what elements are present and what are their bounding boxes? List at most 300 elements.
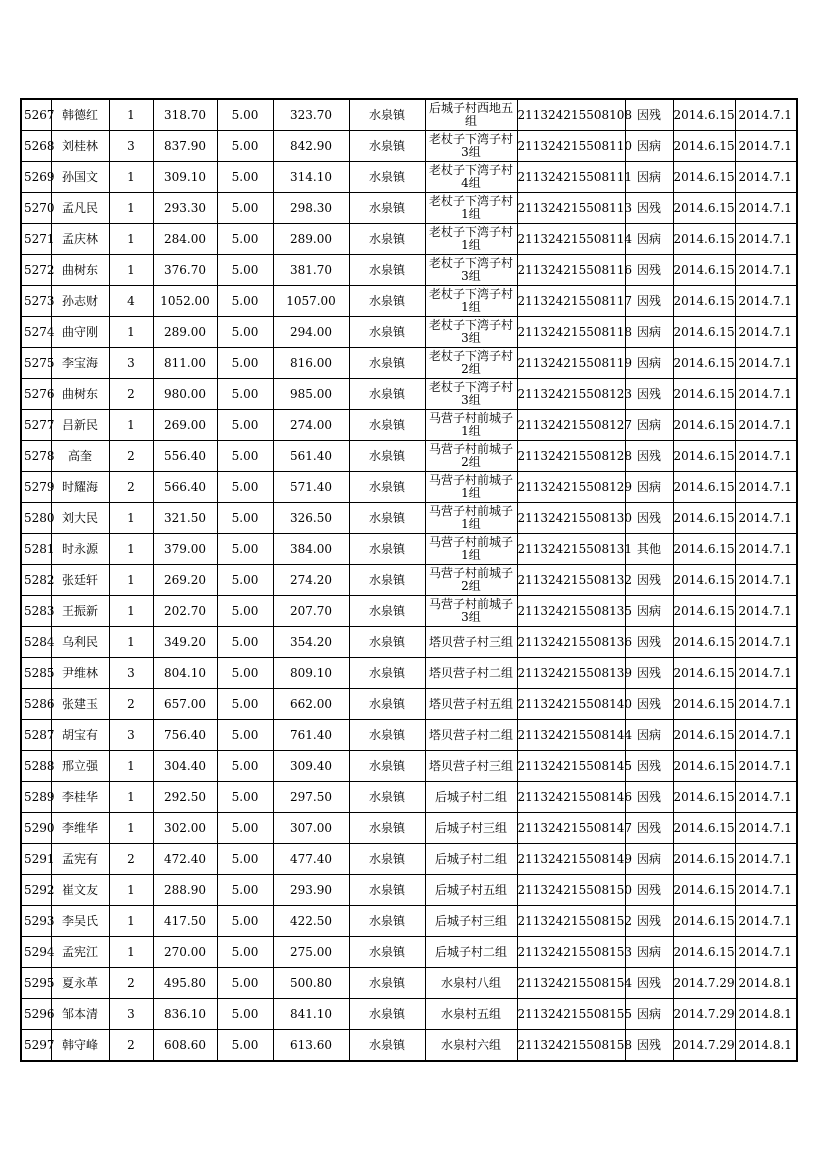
- start-date-cell: 2014.7.1: [735, 255, 797, 286]
- total-amount-cell: 314.10: [273, 162, 349, 193]
- approval-date-cell: 2014.7.29: [673, 968, 735, 999]
- start-date-cell: 2014.7.1: [735, 875, 797, 906]
- total-amount-cell: 275.00: [273, 937, 349, 968]
- address-cell: 后城子村五组: [425, 875, 517, 906]
- address-cell: 老杖子下湾子村3组: [425, 131, 517, 162]
- town-cell: 水泉镇: [349, 751, 425, 782]
- id-number-cell: 211324215508140: [517, 689, 625, 720]
- name-cell: 李吴氏: [51, 906, 109, 937]
- id-number-cell: 211324215508118: [517, 317, 625, 348]
- id-number-cell: 211324215508117: [517, 286, 625, 317]
- address-cell: 马营子村前城子2组: [425, 565, 517, 596]
- household-size-cell: 1: [109, 317, 153, 348]
- reason-cell: 因残: [625, 813, 673, 844]
- name-cell: 韩德红: [51, 99, 109, 131]
- town-cell: 水泉镇: [349, 410, 425, 441]
- row-number: 5283: [21, 596, 51, 627]
- address-cell: 老杖子下湾子村4组: [425, 162, 517, 193]
- town-cell: 水泉镇: [349, 99, 425, 131]
- id-number-cell: 211324215508111: [517, 162, 625, 193]
- total-amount-cell: 613.60: [273, 1030, 349, 1062]
- row-number: 5296: [21, 999, 51, 1030]
- start-date-cell: 2014.7.1: [735, 472, 797, 503]
- name-cell: 崔文友: [51, 875, 109, 906]
- approval-date-cell: 2014.6.15: [673, 875, 735, 906]
- approval-date-cell: 2014.6.15: [673, 317, 735, 348]
- id-number-cell: 211324215508127: [517, 410, 625, 441]
- total-amount-cell: 274.00: [273, 410, 349, 441]
- amount-cell: 318.70: [153, 99, 217, 131]
- start-date-cell: 2014.7.1: [735, 286, 797, 317]
- total-amount-cell: 662.00: [273, 689, 349, 720]
- approval-date-cell: 2014.6.15: [673, 906, 735, 937]
- table-row: [21, 689, 797, 720]
- extra-amount-cell: 5.00: [217, 534, 273, 565]
- household-size-cell: 1: [109, 503, 153, 534]
- total-amount-cell: 294.00: [273, 317, 349, 348]
- id-number-cell: 211324215508158: [517, 1030, 625, 1062]
- total-amount-cell: 298.30: [273, 193, 349, 224]
- extra-amount-cell: 5.00: [217, 906, 273, 937]
- name-cell: 李维华: [51, 813, 109, 844]
- town-cell: 水泉镇: [349, 596, 425, 627]
- name-cell: 刘桂林: [51, 131, 109, 162]
- reason-cell: 因病: [625, 224, 673, 255]
- amount-cell: 304.40: [153, 751, 217, 782]
- id-number-cell: 211324215508147: [517, 813, 625, 844]
- town-cell: 水泉镇: [349, 627, 425, 658]
- row-number: 5279: [21, 472, 51, 503]
- table-row: [21, 999, 797, 1030]
- address-cell: 马营子村前城子1组: [425, 472, 517, 503]
- address-cell: 后城子村二组: [425, 844, 517, 875]
- start-date-cell: 2014.7.1: [735, 813, 797, 844]
- start-date-cell: 2014.7.1: [735, 937, 797, 968]
- row-number: 5287: [21, 720, 51, 751]
- row-number: 5280: [21, 503, 51, 534]
- name-cell: 孟凡民: [51, 193, 109, 224]
- start-date-cell: 2014.7.1: [735, 379, 797, 410]
- reason-cell: 因残: [625, 689, 673, 720]
- row-number: 5271: [21, 224, 51, 255]
- start-date-cell: 2014.7.1: [735, 99, 797, 131]
- town-cell: 水泉镇: [349, 534, 425, 565]
- start-date-cell: 2014.7.1: [735, 658, 797, 689]
- row-number: 5290: [21, 813, 51, 844]
- amount-cell: 288.90: [153, 875, 217, 906]
- name-cell: 邹本清: [51, 999, 109, 1030]
- address-cell: 老杖子下湾子村3组: [425, 317, 517, 348]
- reason-cell: 因病: [625, 596, 673, 627]
- town-cell: 水泉镇: [349, 503, 425, 534]
- table-row: [21, 565, 797, 596]
- id-number-cell: 211324215508108: [517, 99, 625, 131]
- extra-amount-cell: 5.00: [217, 565, 273, 596]
- row-number: 5292: [21, 875, 51, 906]
- reason-cell: 因病: [625, 844, 673, 875]
- row-number: 5282: [21, 565, 51, 596]
- reason-cell: 因病: [625, 472, 673, 503]
- amount-cell: 302.00: [153, 813, 217, 844]
- start-date-cell: 2014.7.1: [735, 906, 797, 937]
- approval-date-cell: 2014.6.15: [673, 224, 735, 255]
- reason-cell: 因残: [625, 503, 673, 534]
- approval-date-cell: 2014.6.15: [673, 410, 735, 441]
- extra-amount-cell: 5.00: [217, 472, 273, 503]
- extra-amount-cell: 5.00: [217, 875, 273, 906]
- extra-amount-cell: 5.00: [217, 348, 273, 379]
- extra-amount-cell: 5.00: [217, 1030, 273, 1062]
- town-cell: 水泉镇: [349, 813, 425, 844]
- address-cell: 老杖子下湾子村1组: [425, 224, 517, 255]
- table-row: [21, 379, 797, 410]
- row-number: 5274: [21, 317, 51, 348]
- household-size-cell: 3: [109, 348, 153, 379]
- reason-cell: 因病: [625, 162, 673, 193]
- household-size-cell: 1: [109, 162, 153, 193]
- approval-date-cell: 2014.6.15: [673, 286, 735, 317]
- table-body: [21, 99, 797, 1061]
- household-size-cell: 4: [109, 286, 153, 317]
- town-cell: 水泉镇: [349, 379, 425, 410]
- amount-cell: 379.00: [153, 534, 217, 565]
- table-row: [21, 317, 797, 348]
- amount-cell: 608.60: [153, 1030, 217, 1062]
- town-cell: 水泉镇: [349, 286, 425, 317]
- town-cell: 水泉镇: [349, 968, 425, 999]
- address-cell: 水泉村八组: [425, 968, 517, 999]
- town-cell: 水泉镇: [349, 689, 425, 720]
- start-date-cell: 2014.8.1: [735, 999, 797, 1030]
- address-cell: 塔贝营子村三组: [425, 751, 517, 782]
- name-cell: 时耀海: [51, 472, 109, 503]
- amount-cell: 1052.00: [153, 286, 217, 317]
- reason-cell: 因残: [625, 255, 673, 286]
- household-size-cell: 3: [109, 720, 153, 751]
- name-cell: 王振新: [51, 596, 109, 627]
- approval-date-cell: 2014.6.15: [673, 782, 735, 813]
- start-date-cell: 2014.7.1: [735, 348, 797, 379]
- address-cell: 后城子村二组: [425, 937, 517, 968]
- amount-cell: 495.80: [153, 968, 217, 999]
- approval-date-cell: 2014.6.15: [673, 99, 735, 131]
- amount-cell: 811.00: [153, 348, 217, 379]
- start-date-cell: 2014.7.1: [735, 410, 797, 441]
- reason-cell: 因残: [625, 906, 673, 937]
- id-number-cell: 211324215508110: [517, 131, 625, 162]
- town-cell: 水泉镇: [349, 193, 425, 224]
- address-cell: 塔贝营子村二组: [425, 720, 517, 751]
- approval-date-cell: 2014.6.15: [673, 751, 735, 782]
- name-cell: 张建玉: [51, 689, 109, 720]
- name-cell: 曲树东: [51, 255, 109, 286]
- start-date-cell: 2014.7.1: [735, 782, 797, 813]
- extra-amount-cell: 5.00: [217, 968, 273, 999]
- total-amount-cell: 477.40: [273, 844, 349, 875]
- extra-amount-cell: 5.00: [217, 751, 273, 782]
- household-size-cell: 2: [109, 844, 153, 875]
- town-cell: 水泉镇: [349, 224, 425, 255]
- household-size-cell: 1: [109, 937, 153, 968]
- reason-cell: 因残: [625, 379, 673, 410]
- name-cell: 曲树东: [51, 379, 109, 410]
- amount-cell: 556.40: [153, 441, 217, 472]
- town-cell: 水泉镇: [349, 255, 425, 286]
- row-number: 5288: [21, 751, 51, 782]
- start-date-cell: 2014.7.1: [735, 596, 797, 627]
- approval-date-cell: 2014.6.15: [673, 162, 735, 193]
- total-amount-cell: 384.00: [273, 534, 349, 565]
- reason-cell: 因病: [625, 410, 673, 441]
- name-cell: 乌利民: [51, 627, 109, 658]
- extra-amount-cell: 5.00: [217, 813, 273, 844]
- household-size-cell: 2: [109, 472, 153, 503]
- table-row: [21, 99, 797, 131]
- id-number-cell: 211324215508146: [517, 782, 625, 813]
- table-row: [21, 193, 797, 224]
- household-size-cell: 2: [109, 379, 153, 410]
- row-number: 5276: [21, 379, 51, 410]
- row-number: 5285: [21, 658, 51, 689]
- row-number: 5286: [21, 689, 51, 720]
- table-row: [21, 968, 797, 999]
- address-cell: 后城子村三组: [425, 906, 517, 937]
- reason-cell: 因病: [625, 317, 673, 348]
- town-cell: 水泉镇: [349, 1030, 425, 1062]
- start-date-cell: 2014.7.1: [735, 441, 797, 472]
- address-cell: 老杖子下湾子村3组: [425, 255, 517, 286]
- household-size-cell: 1: [109, 813, 153, 844]
- total-amount-cell: 761.40: [273, 720, 349, 751]
- name-cell: 李桂华: [51, 782, 109, 813]
- approval-date-cell: 2014.7.29: [673, 1030, 735, 1062]
- name-cell: 胡宝有: [51, 720, 109, 751]
- table-row: [21, 503, 797, 534]
- amount-cell: 292.50: [153, 782, 217, 813]
- reason-cell: 因病: [625, 131, 673, 162]
- household-size-cell: 1: [109, 193, 153, 224]
- extra-amount-cell: 5.00: [217, 317, 273, 348]
- amount-cell: 804.10: [153, 658, 217, 689]
- total-amount-cell: 326.50: [273, 503, 349, 534]
- total-amount-cell: 207.70: [273, 596, 349, 627]
- amount-cell: 376.70: [153, 255, 217, 286]
- amount-cell: 293.30: [153, 193, 217, 224]
- table-row: [21, 782, 797, 813]
- total-amount-cell: 1057.00: [273, 286, 349, 317]
- id-number-cell: 211324215508119: [517, 348, 625, 379]
- table-row: [21, 534, 797, 565]
- approval-date-cell: 2014.6.15: [673, 596, 735, 627]
- address-cell: 塔贝营子村五组: [425, 689, 517, 720]
- extra-amount-cell: 5.00: [217, 503, 273, 534]
- town-cell: 水泉镇: [349, 720, 425, 751]
- household-size-cell: 1: [109, 224, 153, 255]
- address-cell: 塔贝营子村二组: [425, 658, 517, 689]
- approval-date-cell: 2014.6.15: [673, 348, 735, 379]
- total-amount-cell: 422.50: [273, 906, 349, 937]
- row-number: 5291: [21, 844, 51, 875]
- row-number: 5293: [21, 906, 51, 937]
- name-cell: 尹维林: [51, 658, 109, 689]
- start-date-cell: 2014.7.1: [735, 162, 797, 193]
- extra-amount-cell: 5.00: [217, 937, 273, 968]
- start-date-cell: 2014.7.1: [735, 317, 797, 348]
- table-row: [21, 844, 797, 875]
- name-cell: 刘大民: [51, 503, 109, 534]
- amount-cell: 756.40: [153, 720, 217, 751]
- household-size-cell: 1: [109, 534, 153, 565]
- reason-cell: 因残: [625, 1030, 673, 1062]
- id-number-cell: 211324215508123: [517, 379, 625, 410]
- town-cell: 水泉镇: [349, 441, 425, 472]
- table-row: [21, 751, 797, 782]
- approval-date-cell: 2014.6.15: [673, 720, 735, 751]
- reason-cell: 因病: [625, 999, 673, 1030]
- address-cell: 老杖子下湾子村1组: [425, 193, 517, 224]
- town-cell: 水泉镇: [349, 565, 425, 596]
- town-cell: 水泉镇: [349, 472, 425, 503]
- row-number: 5268: [21, 131, 51, 162]
- address-cell: 老杖子下湾子村1组: [425, 286, 517, 317]
- row-number: 5269: [21, 162, 51, 193]
- total-amount-cell: 293.90: [273, 875, 349, 906]
- row-number: 5277: [21, 410, 51, 441]
- approval-date-cell: 2014.6.15: [673, 379, 735, 410]
- start-date-cell: 2014.7.1: [735, 224, 797, 255]
- amount-cell: 836.10: [153, 999, 217, 1030]
- start-date-cell: 2014.7.1: [735, 193, 797, 224]
- reason-cell: 其他: [625, 534, 673, 565]
- start-date-cell: 2014.7.1: [735, 503, 797, 534]
- name-cell: 时永源: [51, 534, 109, 565]
- household-size-cell: 2: [109, 441, 153, 472]
- table-row: [21, 224, 797, 255]
- total-amount-cell: 809.10: [273, 658, 349, 689]
- extra-amount-cell: 5.00: [217, 410, 273, 441]
- table-row: [21, 937, 797, 968]
- row-number: 5297: [21, 1030, 51, 1062]
- row-number: 5273: [21, 286, 51, 317]
- household-size-cell: 1: [109, 410, 153, 441]
- reason-cell: 因残: [625, 875, 673, 906]
- amount-cell: 472.40: [153, 844, 217, 875]
- reason-cell: 因病: [625, 348, 673, 379]
- reason-cell: 因残: [625, 968, 673, 999]
- address-cell: 塔贝营子村三组: [425, 627, 517, 658]
- row-number: 5289: [21, 782, 51, 813]
- amount-cell: 269.00: [153, 410, 217, 441]
- row-number: 5295: [21, 968, 51, 999]
- approval-date-cell: 2014.6.15: [673, 658, 735, 689]
- address-cell: 马营子村前城子1组: [425, 410, 517, 441]
- extra-amount-cell: 5.00: [217, 441, 273, 472]
- id-number-cell: 211324215508150: [517, 875, 625, 906]
- town-cell: 水泉镇: [349, 317, 425, 348]
- name-cell: 孙国文: [51, 162, 109, 193]
- amount-cell: 837.90: [153, 131, 217, 162]
- amount-cell: 289.00: [153, 317, 217, 348]
- household-size-cell: 1: [109, 255, 153, 286]
- name-cell: 孟宪江: [51, 937, 109, 968]
- reason-cell: 因残: [625, 441, 673, 472]
- amount-cell: 349.20: [153, 627, 217, 658]
- table-row: [21, 472, 797, 503]
- total-amount-cell: 500.80: [273, 968, 349, 999]
- name-cell: 高奎: [51, 441, 109, 472]
- address-cell: 水泉村五组: [425, 999, 517, 1030]
- town-cell: 水泉镇: [349, 782, 425, 813]
- reason-cell: 因残: [625, 751, 673, 782]
- approval-date-cell: 2014.6.15: [673, 472, 735, 503]
- household-size-cell: 3: [109, 131, 153, 162]
- reason-cell: 因病: [625, 937, 673, 968]
- approval-date-cell: 2014.6.15: [673, 503, 735, 534]
- table-row: [21, 255, 797, 286]
- household-size-cell: 1: [109, 565, 153, 596]
- table-row: [21, 906, 797, 937]
- name-cell: 曲守刚: [51, 317, 109, 348]
- extra-amount-cell: 5.00: [217, 193, 273, 224]
- address-cell: 马营子村前城子3组: [425, 596, 517, 627]
- amount-cell: 309.10: [153, 162, 217, 193]
- table-row: [21, 162, 797, 193]
- name-cell: 张廷轩: [51, 565, 109, 596]
- extra-amount-cell: 5.00: [217, 379, 273, 410]
- reason-cell: 因残: [625, 658, 673, 689]
- id-number-cell: 211324215508145: [517, 751, 625, 782]
- town-cell: 水泉镇: [349, 844, 425, 875]
- total-amount-cell: 841.10: [273, 999, 349, 1030]
- address-cell: 老杖子下湾子村2组: [425, 348, 517, 379]
- household-size-cell: 3: [109, 999, 153, 1030]
- row-number: 5270: [21, 193, 51, 224]
- approval-date-cell: 2014.6.15: [673, 627, 735, 658]
- town-cell: 水泉镇: [349, 131, 425, 162]
- start-date-cell: 2014.7.1: [735, 844, 797, 875]
- reason-cell: 因残: [625, 99, 673, 131]
- id-number-cell: 211324215508152: [517, 906, 625, 937]
- extra-amount-cell: 5.00: [217, 844, 273, 875]
- name-cell: 李宝海: [51, 348, 109, 379]
- household-size-cell: 1: [109, 875, 153, 906]
- total-amount-cell: 816.00: [273, 348, 349, 379]
- start-date-cell: 2014.8.1: [735, 968, 797, 999]
- id-number-cell: 211324215508136: [517, 627, 625, 658]
- id-number-cell: 211324215508135: [517, 596, 625, 627]
- extra-amount-cell: 5.00: [217, 255, 273, 286]
- household-size-cell: 1: [109, 627, 153, 658]
- name-cell: 韩守峰: [51, 1030, 109, 1062]
- extra-amount-cell: 5.00: [217, 720, 273, 751]
- extra-amount-cell: 5.00: [217, 162, 273, 193]
- id-number-cell: 211324215508130: [517, 503, 625, 534]
- table-row: [21, 441, 797, 472]
- reason-cell: 因残: [625, 565, 673, 596]
- address-cell: 后城子村二组: [425, 782, 517, 813]
- row-number: 5284: [21, 627, 51, 658]
- extra-amount-cell: 5.00: [217, 999, 273, 1030]
- id-number-cell: 211324215508128: [517, 441, 625, 472]
- amount-cell: 566.40: [153, 472, 217, 503]
- approval-date-cell: 2014.6.15: [673, 131, 735, 162]
- start-date-cell: 2014.7.1: [735, 534, 797, 565]
- amount-cell: 202.70: [153, 596, 217, 627]
- total-amount-cell: 354.20: [273, 627, 349, 658]
- extra-amount-cell: 5.00: [217, 782, 273, 813]
- name-cell: 孟宪有: [51, 844, 109, 875]
- total-amount-cell: 571.40: [273, 472, 349, 503]
